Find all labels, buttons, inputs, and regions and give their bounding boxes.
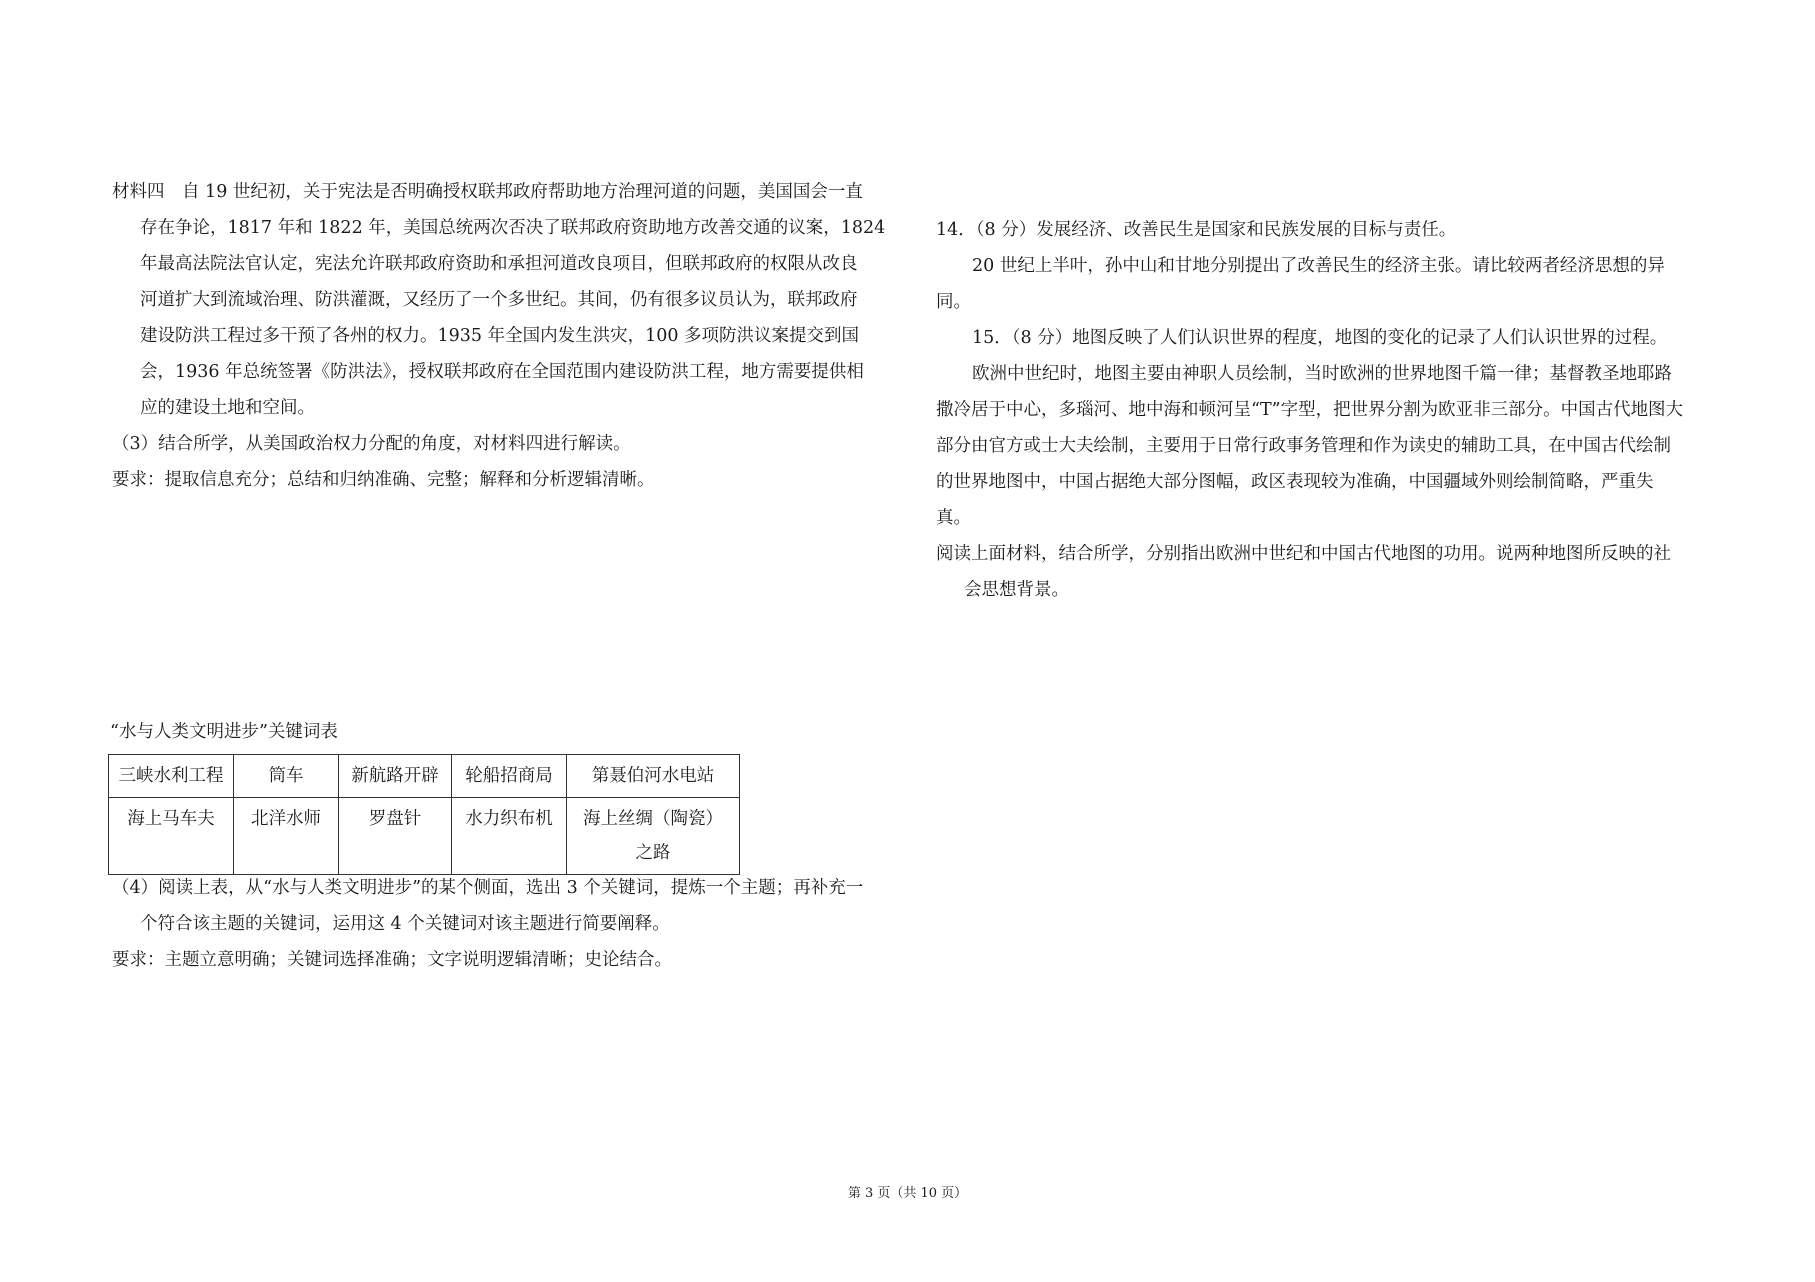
table-cell: 轮船招商局 <box>452 755 567 798</box>
table-row <box>109 798 740 875</box>
question-14-head: 14．（8 分）发展经济、改善民生是国家和民族发展的目标与责任。 <box>936 220 1457 240</box>
question-15-body: 真。 <box>936 508 971 528</box>
question-4-line: 个符合该主题的关键词，运用这 4 个关键词对该主题进行简要阐释。 <box>140 914 670 934</box>
question-3: （3）结合所学，从美国政治权力分配的角度，对材料四进行解读。 <box>112 434 631 454</box>
material4-line: 年最高法院法官认定，宪法允许联邦政府资助和承担河道改良项目，但联邦政府的权限从改良 <box>140 254 858 274</box>
question-4-requirement: 要求：主题立意明确；关键词选择准确；文字说明逻辑清晰；史论结合。 <box>112 950 672 970</box>
question-14-body: 同。 <box>936 292 971 312</box>
keyword-table-title: “水与人类文明进步”关键词表 <box>110 722 338 742</box>
question-15-ask: 阅读上面材料，结合所学，分别指出欧洲中世纪和中国古代地图的功用。说两种地图所反映的社 <box>936 544 1671 564</box>
material4-line: 河道扩大到流域治理、防洪灌溉，又经历了一个多世纪。其间，仍有很多议员认为，联邦政府 <box>140 290 858 310</box>
table-row <box>109 755 740 798</box>
question-15-body: 撒冷居于中心，多瑙河、地中海和顿河呈“T”字型，把世界分割为欧亚非三部分。中国古代地图大 <box>936 400 1684 420</box>
table-cell: 三峡水利工程 <box>109 755 234 798</box>
question-3-requirement: 要求：提取信息充分；总结和归纳准确、完整；解释和分析逻辑清晰。 <box>112 470 655 490</box>
material4-line: 会，1936 年总统签署《防洪法》，授权联邦政府在全国范围内建设防洪工程，地方需要提供相 <box>140 362 864 382</box>
material4-line: 存在争论，1817 年和 1822 年，美国总统两次否决了联邦政府资助地方改善交通的议案，1824 <box>140 218 886 238</box>
question-15-body: 的世界地图中，中国占据绝大部分图幅，政区表现较为准确，中国疆域外则绘制简略，严重失 <box>936 472 1654 492</box>
table-cell: 新航路开辟 <box>339 755 452 798</box>
table-cell: 北洋水师 <box>234 798 339 875</box>
question-14-body: 20 世纪上半叶，孙中山和甘地分别提出了改善民生的经济主张。请比较两者经济思想的异 <box>972 256 1665 276</box>
table-cell: 水力织布机 <box>452 798 567 875</box>
question-15-head: 15．（8 分）地图反映了人们认识世界的程度，地图的变化的记录了人们认识世界的过程。 <box>972 328 1668 348</box>
page-footer: 第 3 页（共 10 页） <box>847 1186 968 1201</box>
table-cell: 海上丝绸（陶瓷）之路 <box>567 798 740 875</box>
question-15-body: 部分由官方或士大夫绘制，主要用于日常行政事务管理和作为读史的辅助工具，在中国古代绘制 <box>936 436 1671 456</box>
question-4-line: （4）阅读上表，从“水与人类文明进步”的某个侧面，选出 3 个关键词，提炼一个主题；再补充一 <box>112 878 864 898</box>
question-15-body: 欧洲中世纪时，地图主要由神职人员绘制，当时欧洲的世界地图千篇一律；基督教圣地耶路 <box>972 364 1672 384</box>
material4-line: 建设防洪工程过多干预了各州的权力。1935 年全国内发生洪灾，100 多项防洪议案提交到国 <box>140 326 860 346</box>
table-cell: 罗盘针 <box>339 798 452 875</box>
table-cell: 筒车 <box>234 755 339 798</box>
table-cell: 第聂伯河水电站 <box>567 755 740 798</box>
question-15-ask: 会思想背景。 <box>964 580 1069 600</box>
material4-line: 应的建设土地和空间。 <box>140 398 315 418</box>
table-cell: 海上马车夫 <box>109 798 234 875</box>
keyword-table <box>108 754 740 875</box>
material4-line: 材料四 自 19 世纪初，关于宪法是否明确授权联邦政府帮助地方治理河道的问题，美国国会一直 <box>112 182 863 202</box>
